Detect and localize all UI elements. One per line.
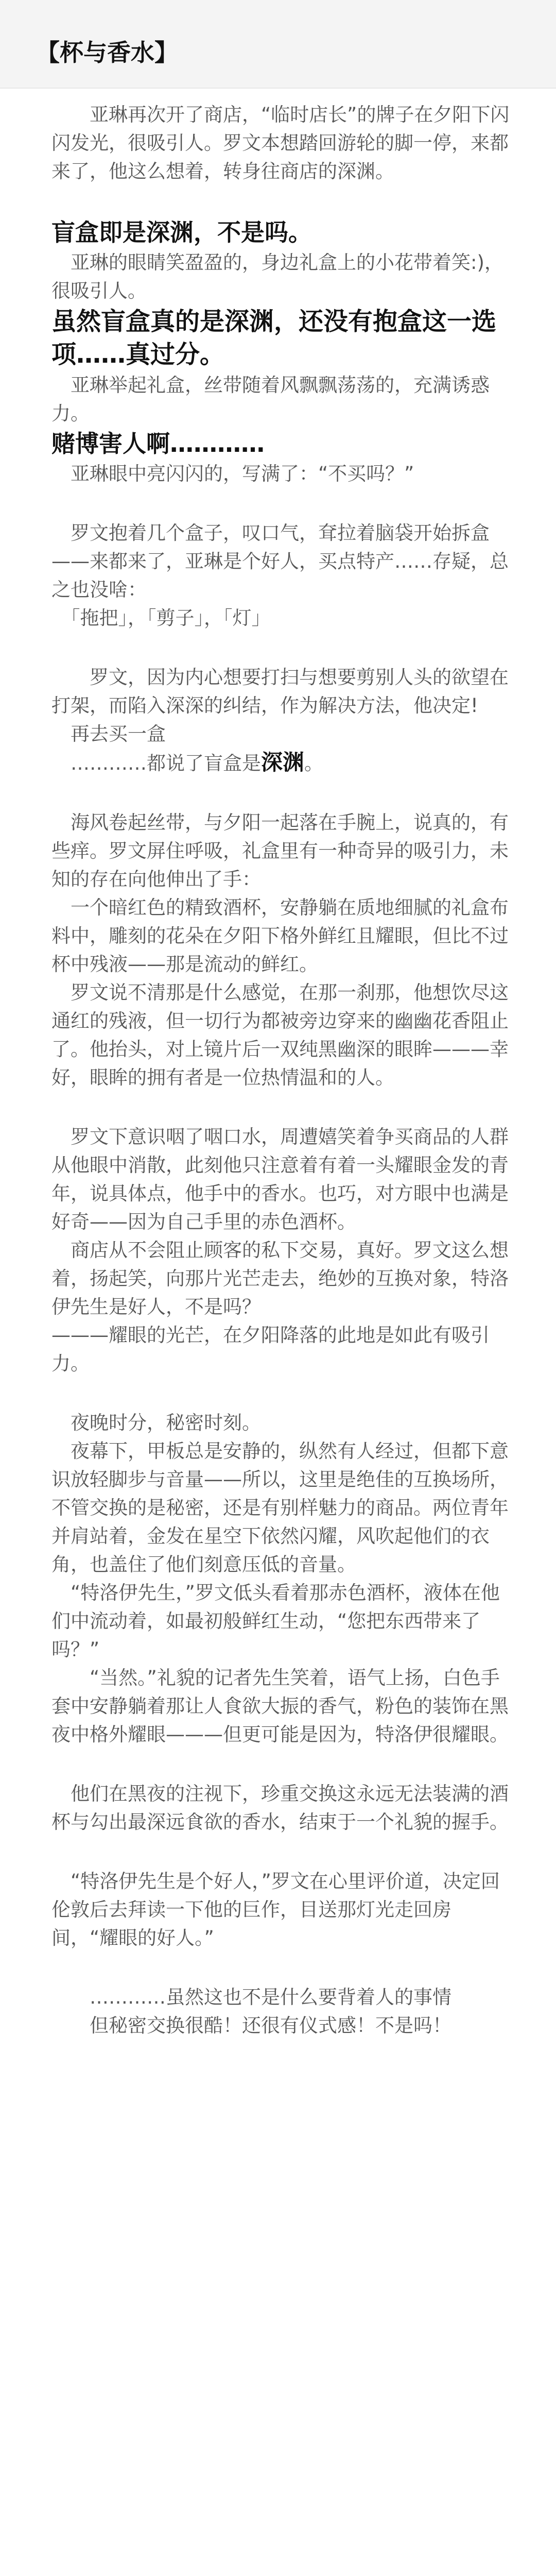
paragraph: 商店从不会阻止顾客的私下交易，真好。罗文这么想着，扬起笑，向那片光芒走去，绝妙的互换对象，特洛伊先生是好人，不是吗？	[51, 1239, 509, 1318]
closing-paragraph: …………虽然这也不是什么要背着人的事情 但秘密交换很酷！还很有仪式感！不是吗！	[89, 1986, 451, 2037]
paragraph: “特洛伊先生是个好人，”罗文在心里评价道，决定回伦敦后去拜读一下他的巨作，目送那灯光走回房间，“耀眼的好人。”	[51, 1870, 500, 1949]
heading: 虽然盲盒真的是深渊，还没有抱盒这一选项……真过分。	[51, 307, 497, 369]
article-title: 【杯与香水】	[36, 39, 178, 66]
text-segment: 。	[304, 752, 324, 774]
heading: 赌博害人啊…………	[51, 430, 265, 457]
paragraph: “特洛伊先生，”罗文低头看着那赤色酒杯，液体在他们中流动着，如最初般鲜红生动，“您把东西带来了吗？”	[51, 1582, 500, 1660]
spacer	[51, 1836, 515, 1867]
spacer	[51, 488, 515, 519]
paragraph: 亚琳眼中亮闪闪的，写满了：“不买吗？”	[51, 463, 414, 485]
spacer	[51, 1749, 515, 1780]
paragraph: 罗文说不清那是什么感觉，在那一刹那，他想饮尽这通红的残液，但一切行为都被旁边穿来的幽幽花香阻止了。他抬头，对上镜片后一双纯黑幽深的眼眸———幸好，眼眸的拥有者是一位热情温和的人。	[51, 981, 509, 1089]
spacer	[51, 185, 515, 216]
article-body	[51, 100, 515, 2040]
paragraph: 罗文下意识咽了咽口水，周遭嬉笑着争买商品的人群从他眼中消散，此刻他只注意着有着一头耀眼金发的青年，说具体点，他手中的香水。也巧，对方眼中也满是好奇——因为自己手里的赤色酒杯。	[51, 1126, 509, 1233]
paragraph: 夜幕下，甲板总是安静的，纵然有人经过，但都下意识放轻脚步与音量——所以，这里是绝佳的互换场所，不管交换的是秘密，还是有别样魅力的商品。两位青年并肩站着，金发在星空下依然闪耀，风吹起他们的衣角，也盖住了他们刻意压低的音量。	[51, 1440, 509, 1575]
spacer	[51, 777, 515, 808]
paragraph: “当然。”礼貌的记者先生笑着，语气上扬，白色手套中安静躺着那让人食欲大振的香气，粉色的装饰在黑夜中格外耀眼———但更可能是因为，特洛伊很耀眼。	[51, 1667, 509, 1745]
paragraph: 罗文抱着几个盒子，叹口气，耷拉着脑袋开始拆盒——来都来了，亚琳是个好人，买点特产……存疑，总之也没啥：	[51, 522, 509, 601]
paragraph: 一个暗红色的精致酒杯，安静躺在质地细腻的礼盒布料中，雕刻的花朵在夕阳下格外鲜红且耀眼，但比不过杯中残液——那是流动的鲜红。	[51, 896, 509, 975]
heading: 盲盒即是深渊，不是吗。	[51, 218, 312, 246]
paragraph	[51, 748, 515, 777]
paragraph: 他们在黑夜的注视下，珍重交换这永远无法装满的酒杯与勾出最深远食欲的香水，结束于一个礼貌的握手。	[51, 1783, 509, 1833]
paragraph: 亚琳的眼睛笑盈盈的，身边礼盒上的小花带着笑:)，很吸引人。	[51, 251, 503, 302]
paragraph: 「拖把」，「剪子」，「灯」	[51, 607, 271, 629]
paragraph: 夜晚时分，秘密时刻。	[51, 1412, 261, 1434]
spacer	[51, 1092, 515, 1123]
paragraph: 罗文，因为内心想要打扫与想要剪别人头的欲望在打架，而陷入深深的纠结，作为解决方法，他决定!	[51, 666, 509, 717]
spacer	[51, 632, 515, 663]
emphasis-word: 深渊	[261, 750, 305, 775]
title-bar	[0, 0, 556, 89]
paragraph: 再去买一盒	[51, 723, 166, 745]
paragraph: 亚琳再次开了商店，“临时店长”的牌子在夕阳下闪闪发光，很吸引人。罗文本想踏回游轮的脚一停，来都来了，他这么想着，转身往商店的深渊。	[51, 104, 510, 182]
paragraph: 海风卷起丝带，与夕阳一起落在手腕上，说真的，有些痒。罗文屏住呼吸，礼盒里有一种奇异的吸引力，未知的存在向他伸出了手：	[51, 811, 509, 890]
paragraph: 亚琳举起礼盒，丝带随着风飘飘荡荡的，充满诱惑力。	[51, 374, 490, 425]
spacer	[51, 1378, 515, 1409]
text-segment: …………都说了盲盒是	[51, 752, 261, 774]
paragraph: ———耀眼的光芒，在夕阳降落的此地是如此有吸引力。	[51, 1324, 490, 1375]
spacer	[51, 1952, 515, 1983]
